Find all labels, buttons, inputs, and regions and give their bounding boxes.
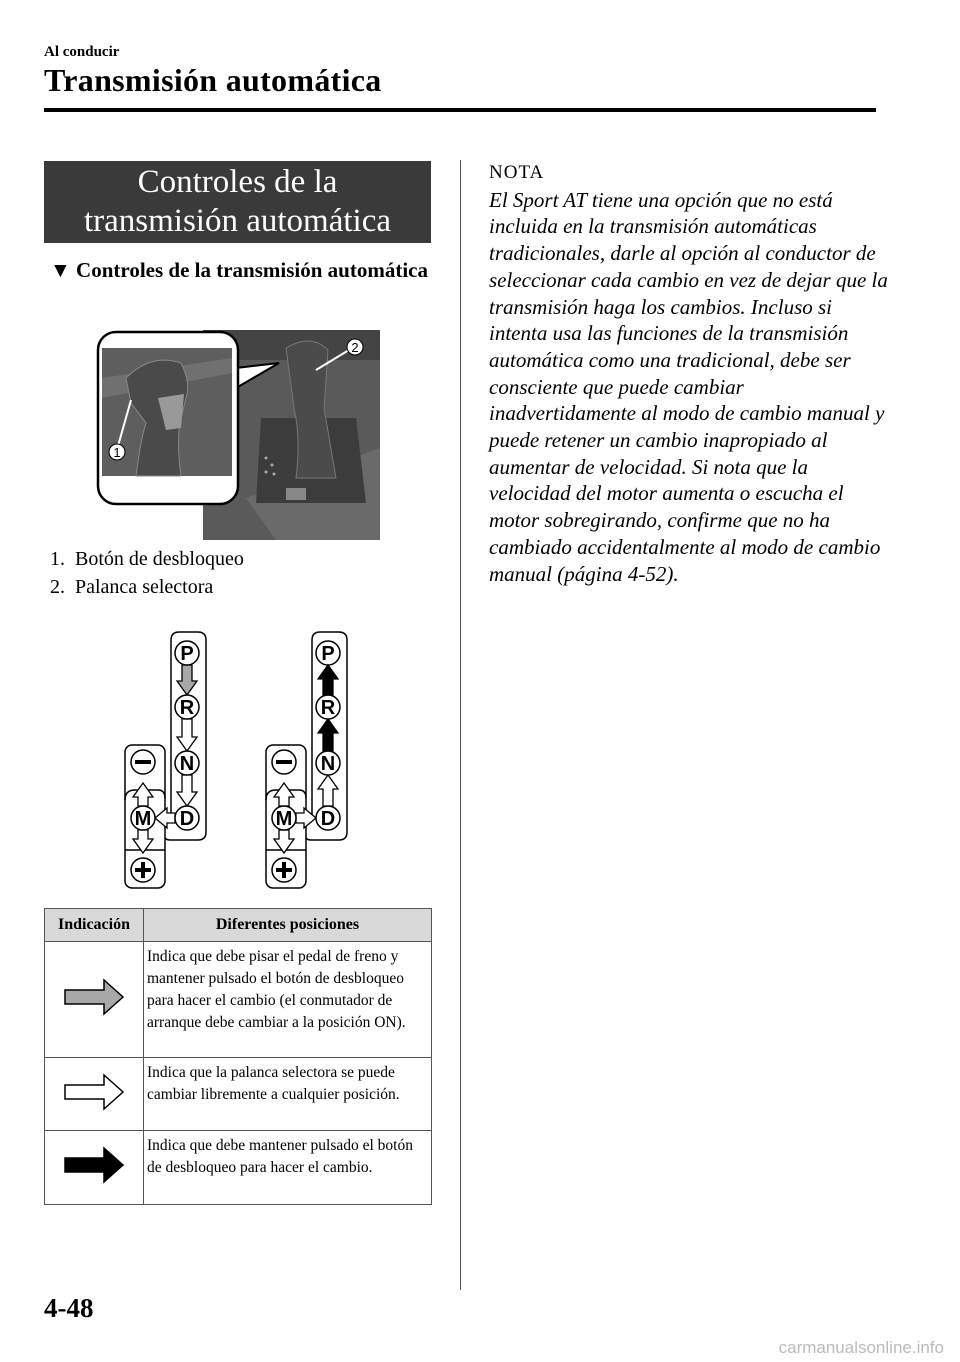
column-divider [460,160,461,1290]
banner-line-1: Controles de la [137,164,338,200]
white-arrow-icon [62,1072,126,1112]
subheading-text: Controles de la transmisión automática [76,258,428,282]
table-row [45,1058,432,1131]
table-row [45,942,432,1058]
legend-item-1: 1. Botón de desbloqueo [50,548,244,570]
position-p-label: P [321,643,335,665]
indication-table [44,908,432,1205]
minus-icon-glyph [135,760,151,764]
position-r-label: R [320,697,336,719]
shift-pattern-diagrams [0,0,460,900]
callout-1: 1 [113,445,121,460]
table-row [45,1131,432,1205]
watermark: carmanualsonline.info [778,1338,944,1357]
position-p-label: P [180,643,194,665]
banner-line-2: transmisión automática [83,203,391,239]
position-d-label: D [320,808,336,830]
page-title: Transmisión automática [44,62,382,98]
shift-gate-diagram-2 [266,632,347,888]
callout-2: 2 [351,340,359,355]
note-box [489,160,889,587]
minus-icon-glyph [276,760,292,764]
row-description: Indica que debe mantener pulsado el botón de desbloqueo para hacer el cambio. [144,1131,432,1205]
position-n-label: N [320,753,336,775]
position-n-label: N [179,753,195,775]
row-description: Indica que la palanca selectora se puede cambiar libremente a cualquier posición. [144,1058,432,1131]
note-text: El Sport AT tiene una opción que no está incluida en la transmisión automáticas tradicionales, darle al opción al conductor de seleccionar cada cambio en vez de dejar que la transmisión haga los cambios. Incluso si intenta usa las funciones de la transmisión automática como una tradicional, debe ser consciente que puede cambiar inadvertidamente al modo de cambio manual y puede retener un cambio inapropiado al aumentar de velocidad. Si nota que la velocidad del motor aumenta o escucha el motor sobregirando, confirme que no ha cambiado accidentalmente al modo de cambio manual (página 4-52). [489,187,888,586]
section-label: Al conducir [44,44,120,60]
position-m-label: M [275,808,293,830]
position-d-label: D [179,808,195,830]
position-m-label: M [134,808,152,830]
shift-gate-diagram-1 [125,632,206,888]
position-r-label: R [179,697,195,719]
row-description: Indica que debe pisar el pedal de freno y mantener pulsado el botón de desbloqueo para hacer el cambio (el conmutador de arranque debe cambiar a la posición ON). [144,942,432,1058]
gray-arrow-icon [62,977,126,1017]
note-label: NOTA [489,162,545,183]
col-header-positions: Diferentes posiciones [144,909,432,942]
page-number: 4-48 [44,1293,94,1323]
triangle-marker-icon: ▼ [50,258,71,282]
col-header-indication: Indicación [45,909,144,942]
legend-item-2: 2. Palanca selectora [50,576,214,598]
black-arrow-icon [62,1145,126,1185]
